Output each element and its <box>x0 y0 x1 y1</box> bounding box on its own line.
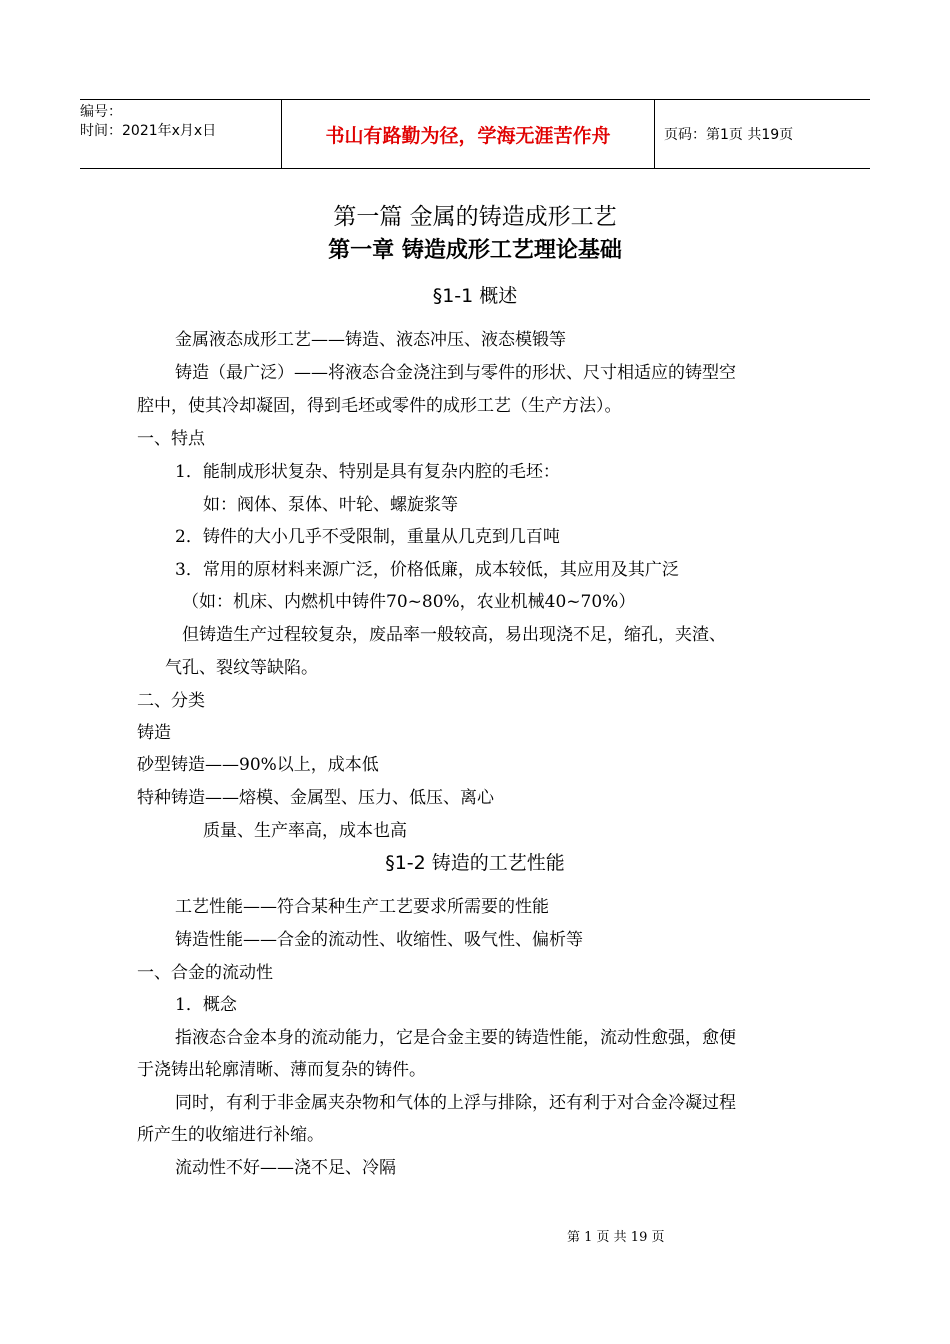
paragraph-line: 同时，有利于非金属夹杂物和气体的上浮与排除，还有利于对合金冷凝过程 <box>175 1093 736 1113</box>
section-2-heading: §1-2 铸造的工艺性能 <box>385 852 565 874</box>
list-item-example: （如：机床、内燃机中铸件70~80%，农业机械40~70%） <box>182 592 636 612</box>
list-item: 3．常用的原材料来源广泛，价格低廉，成本较低，其应用及其广泛 <box>175 560 679 580</box>
time-label: 时间：2021年x月x日 <box>80 123 217 139</box>
paragraph-line: 但铸造生产过程较复杂，废品率一般较高，易出现浇不足，缩孔，夹渣、 <box>182 625 726 645</box>
motto-cell <box>281 100 655 168</box>
list-heading: 二、分类 <box>137 691 205 711</box>
page-footer: 第 1 页 共 19 页 <box>567 1230 665 1245</box>
paragraph-line: 工艺性能——符合某种生产工艺要求所需要的性能 <box>175 897 549 917</box>
list-item: 1．概念 <box>175 995 237 1015</box>
paragraph-line: 铸造（最广泛）——将液态合金浇注到与零件的形状、尺寸相适应的铸型空 <box>175 363 736 383</box>
paragraph-line: 所产生的收缩进行补缩。 <box>137 1125 324 1145</box>
number-label: 编号： <box>80 104 122 120</box>
paragraph-line: 铸造性能——合金的流动性、收缩性、吸气性、偏析等 <box>175 930 583 950</box>
paragraph-line: 气孔、裂纹等缺陷。 <box>165 658 318 678</box>
motto-text: 书山有路勤为径，学海无涯苦作舟 <box>325 124 611 147</box>
part-title: 第一篇 金属的铸造成形工艺 <box>333 204 617 230</box>
list-item-example: 如：阀体、泵体、叶轮、螺旋浆等 <box>203 495 458 515</box>
chapter-title: 第一章 铸造成形工艺理论基础 <box>328 238 622 263</box>
list-heading: 一、合金的流动性 <box>137 963 273 983</box>
list-heading: 一、特点 <box>137 429 205 449</box>
list-item: 2．铸件的大小几乎不受限制，重量从几克到几百吨 <box>175 527 560 547</box>
paragraph-line: 金属液态成形工艺——铸造、液态冲压、液态模锻等 <box>175 330 566 350</box>
page-code-text: 页码：第1页 共19页 <box>664 127 794 143</box>
paragraph-line: 于浇铸出轮廓清晰、薄而复杂的铸件。 <box>137 1060 426 1080</box>
header-meta-cell <box>80 100 280 168</box>
paragraph-line: 铸造 <box>137 723 171 743</box>
list-item: 1．能制成形状复杂、特别是具有复杂内腔的毛坯： <box>175 462 560 482</box>
page-code-cell <box>664 100 870 168</box>
paragraph-line: 流动性不好——浇不足、冷隔 <box>175 1158 396 1178</box>
paragraph-line: 砂型铸造——90%以上，成本低 <box>137 755 379 775</box>
paragraph-line: 特种铸造——熔模、金属型、压力、低压、离心 <box>137 788 494 808</box>
section-1-heading: §1-1 概述 <box>432 285 518 307</box>
paragraph-line: 质量、生产率高，成本也高 <box>203 821 407 841</box>
paragraph-line: 指液态合金本身的流动能力，它是合金主要的铸造性能，流动性愈强，愈便 <box>175 1028 736 1048</box>
document-header-table <box>80 99 870 169</box>
paragraph-line: 腔中，使其冷却凝固，得到毛坯或零件的成形工艺（生产方法）。 <box>137 396 622 416</box>
